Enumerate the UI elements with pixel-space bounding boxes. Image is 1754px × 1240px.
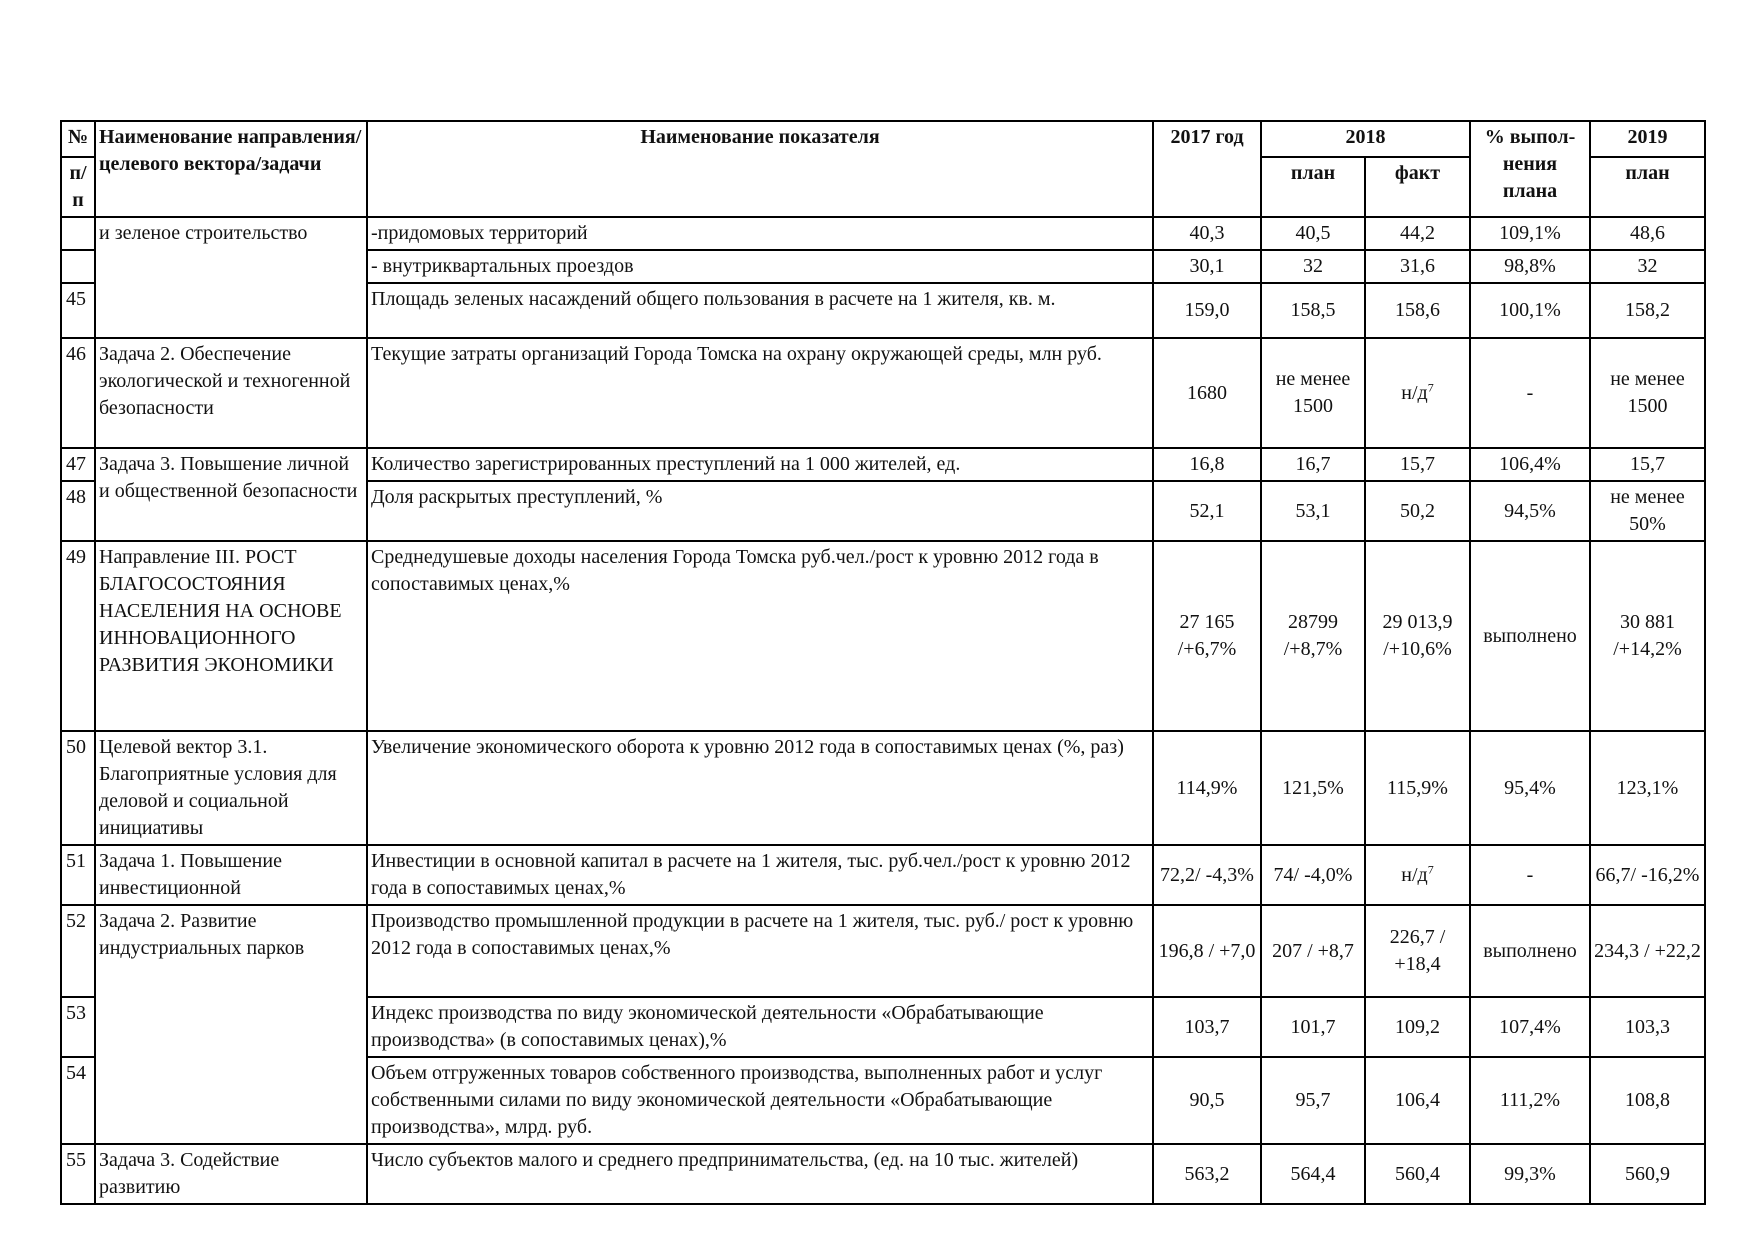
table-row: [61, 845, 1705, 905]
row-number: 46: [61, 338, 95, 448]
value-plan-2019: не менее 1500: [1590, 338, 1705, 448]
value-2017: 196,8 / +7,0: [1153, 905, 1261, 997]
row-number: 48: [61, 481, 95, 541]
value-plan-2018: 95,7: [1261, 1057, 1365, 1144]
value-fact-2018: 50,2: [1365, 481, 1470, 541]
header-num: №: [61, 121, 95, 157]
value-fact-2018: 106,4: [1365, 1057, 1470, 1144]
table-row: [61, 448, 1705, 481]
header-plan-2019: план: [1590, 157, 1705, 217]
value-percent: -: [1470, 845, 1590, 905]
row-indicator: Объем отгруженных товаров собственного производства, выполненных работ и услуг собственными силами по виду экономической деятельности «Обрабатывающие производства», млрд. руб.: [367, 1057, 1153, 1144]
row-indicator: Число субъектов малого и среднего предпринимательства, (ед. на 10 тыс. жителей): [367, 1144, 1153, 1204]
value-2017: 30,1: [1153, 250, 1261, 283]
header-2018: 2018: [1261, 121, 1470, 157]
indicators-table: [60, 120, 1706, 1205]
value-percent: выполнено: [1470, 905, 1590, 997]
row-number: 53: [61, 997, 95, 1057]
row-indicator: Среднедушевые доходы населения Города Томска руб.чел./рост к уровню 2012 года в сопоставимых ценах,%: [367, 541, 1153, 731]
row-indicator: Производство промышленной продукции в расчете на 1 жителя, тыс. руб./ рост к уровню 2012 года в сопоставимых ценах,%: [367, 905, 1153, 997]
table-row: [61, 338, 1705, 448]
value-plan-2018: 53,1: [1261, 481, 1365, 541]
row-indicator: -придомовых территорий: [367, 217, 1153, 250]
footnote-mark: 7: [1427, 861, 1434, 876]
row-indicator: - внутриквартальных проездов: [367, 250, 1153, 283]
row-indicator: Индекс производства по виду экономической деятельности «Обрабатывающие производства» (в сопоставимых ценах),%: [367, 997, 1153, 1057]
value-2017: 52,1: [1153, 481, 1261, 541]
row-direction: Задача 1. Повышение инвестиционной: [95, 845, 367, 905]
value-percent: 107,4%: [1470, 997, 1590, 1057]
value-percent: 94,5%: [1470, 481, 1590, 541]
table-row: [61, 1144, 1705, 1204]
value-percent: 111,2%: [1470, 1057, 1590, 1144]
value-fact-2018: 560,4: [1365, 1144, 1470, 1204]
value-fact-2018: 109,2: [1365, 997, 1470, 1057]
value-fact-2018: 44,2: [1365, 217, 1470, 250]
table-row: [61, 217, 1705, 250]
row-number: 50: [61, 731, 95, 845]
row-indicator: Увеличение экономического оборота к уровню 2012 года в сопоставимых ценах (%, раз): [367, 731, 1153, 845]
value-plan-2019: не менее 50%: [1590, 481, 1705, 541]
value-2017: 27 165 /+6,7%: [1153, 541, 1261, 731]
value-plan-2018: 74/ -4,0%: [1261, 845, 1365, 905]
value-plan-2019: 30 881 /+14,2%: [1590, 541, 1705, 731]
value-fact-2018-text: н/д: [1401, 381, 1428, 404]
value-fact-2018: [1365, 338, 1470, 448]
header-plan-2018: план: [1261, 157, 1365, 217]
row-direction: Задача 2. Обеспечение экологической и техногенной безопасности: [95, 338, 367, 448]
value-plan-2018: 101,7: [1261, 997, 1365, 1057]
value-percent: -: [1470, 338, 1590, 448]
table-row: [61, 905, 1705, 997]
value-2017: 16,8: [1153, 448, 1261, 481]
value-fact-2018: 29 013,9 /+10,6%: [1365, 541, 1470, 731]
value-2017: 103,7: [1153, 997, 1261, 1057]
row-indicator: Текущие затраты организаций Города Томска на охрану окружающей среды, млн руб.: [367, 338, 1153, 448]
table-row: [61, 541, 1705, 731]
value-2017: 159,0: [1153, 283, 1261, 338]
value-fact-2018-text: н/д: [1401, 863, 1428, 886]
value-plan-2018: 564,4: [1261, 1144, 1365, 1204]
header-indicator: Наименование показателя: [367, 121, 1153, 217]
row-number: 47: [61, 448, 95, 481]
header-2017: 2017 год: [1153, 121, 1261, 217]
value-plan-2019: 66,7/ -16,2%: [1590, 845, 1705, 905]
value-percent: 100,1%: [1470, 283, 1590, 338]
row-number: 55: [61, 1144, 95, 1204]
row-direction: Задача 3. Содействие развитию: [95, 1144, 367, 1204]
value-percent: 106,4%: [1470, 448, 1590, 481]
row-number: [61, 217, 95, 250]
header-num-sub: п/п: [61, 157, 95, 217]
table-row: [61, 731, 1705, 845]
value-plan-2019: 15,7: [1590, 448, 1705, 481]
value-2017: 563,2: [1153, 1144, 1261, 1204]
row-number: 52: [61, 905, 95, 997]
value-percent: 109,1%: [1470, 217, 1590, 250]
row-indicator: Доля раскрытых преступлений, %: [367, 481, 1153, 541]
value-percent: выполнено: [1470, 541, 1590, 731]
row-direction: Направление III. РОСТ БЛАГОСОСТОЯНИЯ НАСЕЛЕНИЯ НА ОСНОВЕ ИННОВАЦИОННОГО РАЗВИТИЯ ЭКОНОМИКИ: [95, 541, 367, 731]
value-plan-2019: 108,8: [1590, 1057, 1705, 1144]
row-number: 49: [61, 541, 95, 731]
value-fact-2018: 115,9%: [1365, 731, 1470, 845]
value-plan-2018: 121,5%: [1261, 731, 1365, 845]
value-plan-2018: не менее 1500: [1261, 338, 1365, 448]
value-plan-2018: 207 / +8,7: [1261, 905, 1365, 997]
value-percent: 98,8%: [1470, 250, 1590, 283]
value-plan-2019: 560,9: [1590, 1144, 1705, 1204]
value-fact-2018: 158,6: [1365, 283, 1470, 338]
value-plan-2018: 40,5: [1261, 217, 1365, 250]
row-indicator: Площадь зеленых насаждений общего пользования в расчете на 1 жителя, кв. м.: [367, 283, 1153, 338]
value-percent: 99,3%: [1470, 1144, 1590, 1204]
value-fact-2018: 226,7 / +18,4: [1365, 905, 1470, 997]
value-2017: 90,5: [1153, 1057, 1261, 1144]
value-plan-2018: 16,7: [1261, 448, 1365, 481]
header-2019: 2019: [1590, 121, 1705, 157]
value-2017: 114,9%: [1153, 731, 1261, 845]
header-direction: Наименование направления/целевого вектора/задачи: [95, 121, 367, 217]
value-fact-2018: 31,6: [1365, 250, 1470, 283]
value-percent: 95,4%: [1470, 731, 1590, 845]
row-direction: Целевой вектор 3.1. Благоприятные условия для деловой и социальной инициативы: [95, 731, 367, 845]
footnote-mark: 7: [1427, 379, 1434, 394]
value-plan-2018: 158,5: [1261, 283, 1365, 338]
row-direction: Задача 2. Развитие индустриальных парков: [95, 905, 367, 1144]
row-number: [61, 250, 95, 283]
value-plan-2018: 32: [1261, 250, 1365, 283]
value-plan-2018: 28799 /+8,7%: [1261, 541, 1365, 731]
value-plan-2019: 123,1%: [1590, 731, 1705, 845]
header-row-1: [61, 121, 1705, 157]
header-percent: % выпол-нения плана: [1470, 121, 1590, 217]
row-direction: Задача 3. Повышение личной и общественной безопасности: [95, 448, 367, 541]
row-indicator: Инвестиции в основной капитал в расчете на 1 жителя, тыс. руб.чел./рост к уровню 2012 года в сопоставимых ценах,%: [367, 845, 1153, 905]
header-fact-2018: факт: [1365, 157, 1470, 217]
value-fact-2018: 15,7: [1365, 448, 1470, 481]
value-2017: 72,2/ -4,3%: [1153, 845, 1261, 905]
value-plan-2019: 32: [1590, 250, 1705, 283]
value-2017: 1680: [1153, 338, 1261, 448]
value-2017: 40,3: [1153, 217, 1261, 250]
value-plan-2019: 48,6: [1590, 217, 1705, 250]
value-plan-2019: 103,3: [1590, 997, 1705, 1057]
row-indicator: Количество зарегистрированных преступлений на 1 000 жителей, ед.: [367, 448, 1153, 481]
value-plan-2019: 234,3 / +22,2: [1590, 905, 1705, 997]
row-number: 45: [61, 283, 95, 338]
row-number: 51: [61, 845, 95, 905]
value-fact-2018: [1365, 845, 1470, 905]
row-number: 54: [61, 1057, 95, 1144]
row-direction: и зеленое строительство: [95, 217, 367, 338]
value-plan-2019: 158,2: [1590, 283, 1705, 338]
